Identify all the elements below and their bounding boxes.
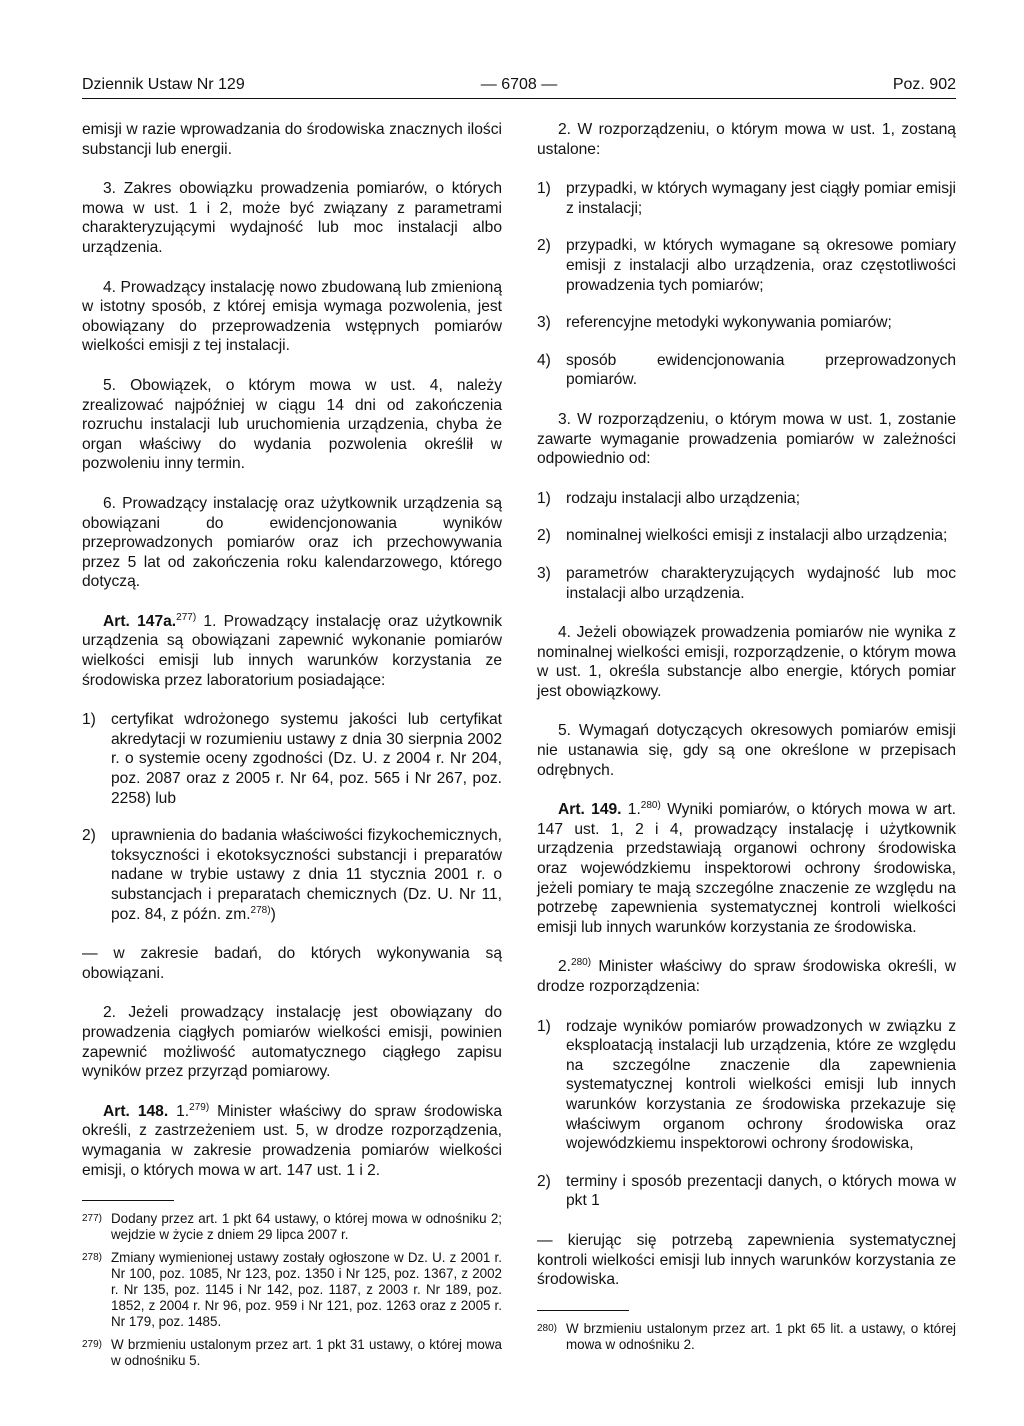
right-column — [537, 120, 956, 1359]
item-text: przypadki, w których wymagane są okresowe pomiary emisji z instalacji albo urządzenia, oraz częstotliwości prowadzenia tych pomiarów; — [566, 237, 956, 294]
footnote-number: 280) — [537, 1322, 558, 1334]
footnote-ref: 278) — [250, 904, 271, 916]
article-148 — [82, 1102, 502, 1180]
article-num: 1. — [168, 1102, 190, 1120]
footnote-ref: 277) — [176, 611, 197, 623]
item-text-after: ) — [270, 905, 276, 923]
item-text: terminy i sposób prezentacji danych, o których mowa w pkt 1 — [566, 1172, 956, 1210]
article-147a-paragraph-2: 2. Jeżeli prowadzący instalację jest obowiązany do prowadzenia ciągłych pomiarów wielkości emisji, powinien zapewnić możliwość automatycznego ciągłego zapisu wyników przez przyrząd pomiarowy. — [82, 1004, 502, 1081]
article-label: Art. 148. — [103, 1102, 169, 1120]
footnote-text: Dodany przez art. 1 pkt 64 ustawy, o której mowa w odnośniku 2; wejdzie w życie z dniem 29 lipca 2007 r. — [111, 1211, 502, 1243]
item-number: 2) — [537, 237, 551, 255]
paragraph-4: 4. Jeżeli obowiązek prowadzenia pomiarów nie wynika z nominalnej wielkości emisji, rozporządzenie, o którym mowa w ust. 1, określa substancje albo energie, których pomiar jest obowiązkowy. — [537, 624, 956, 700]
article-147a-closing: — w zakresie badań, do których wykonywania są obowiązani. — [82, 945, 502, 982]
item-text: parametrów charakteryzujących wydajność lub moc instalacji albo urządzenia. — [566, 564, 956, 602]
page-header — [82, 76, 956, 99]
footnote — [537, 1321, 956, 1353]
list-item — [537, 489, 956, 509]
paragraph-continuation: emisji w razie wprowadzania do środowiska znacznych ilości substancji lub energii. — [82, 121, 502, 158]
article-text: 1. Prowadzący instalację oraz użytkownik urządzenia są obowiązani zapewnić wykonanie pomiarów wielkości emisji lub innych warunków korzystania ze środowiska przez laboratorium posiadające: — [82, 612, 502, 689]
paragraph-3: 3. W rozporządzeniu, o którym mowa w ust. 1, zostanie zawarte wymaganie prowadzenia pomiarów w zależności odpowiednio od: — [537, 410, 956, 468]
paragraph-num: 2. — [558, 958, 572, 976]
article-text: Minister właściwy do spraw środowiska określi, z zastrzeżeniem ust. 5, w drodze rozporządzenia, wymagania w zakresie prowadzenia pomiarów wielkości emisji, o których mowa w art. 147 ust. 1 i 2. — [82, 1102, 502, 1179]
footnote-text: Zmiany wymienionej ustawy zostały ogłoszone w Dz. U. z 2001 r. Nr 100, poz. 1085, Nr 123, poz. 1350 i Nr 125, poz. 1367, z 2002 r. Nr 135, poz. 1145 i Nr 142, poz. 1187, z 2003 r. Nr 189, poz. 1852, z 2004 r. Nr 96, poz. 959 i Nr 121, poz. 1263 oraz z 2005 r. Nr 179, poz. 1485. — [111, 1249, 502, 1330]
item-text: rodzaju instalacji albo urządzenia; — [566, 489, 801, 507]
footnote — [82, 1337, 502, 1369]
paragraph-3: 3. Zakres obowiązku prowadzenia pomiarów, o których mowa w ust. 1 i 2, może być związany z parametrami charakteryzującymi wydajność lub moc instalacji albo urządzenia. — [82, 180, 502, 256]
item-number: 2) — [537, 527, 551, 545]
list-item — [537, 313, 956, 333]
item-text: referencyjne metodyki wykonywania pomiarów; — [566, 314, 892, 332]
item-number: 1) — [82, 711, 96, 729]
list-item — [537, 526, 956, 546]
item-text: certyfikat wdrożonego systemu jakości lub certyfikat akredytacji w rozumieniu ustawy z dnia 30 sierpnia 2002 r. o systemie oceny zgodności (Dz. U. z 2004 r. Nr 204, poz. 2087 oraz z 2005 r. Nr 64, poz. 565 i Nr 267, poz. 2258) lub — [111, 711, 502, 807]
article-num: 1. — [621, 801, 641, 819]
footnote-ref: 280) — [640, 800, 661, 812]
item-number: 4) — [537, 351, 551, 369]
paragraph-5: 5. Obowiązek, o którym mowa w ust. 4, należy zrealizować najpóźniej w ciągu 14 dni od zakończenia rozruchu instalacji lub uruchomienia urządzenia, chyba że organ właściwy do wydania pozwolenia określił w pozwoleniu inny termin. — [82, 376, 502, 473]
list-item — [537, 236, 956, 295]
footnote-number: 277) — [82, 1213, 103, 1225]
list-item — [537, 1172, 956, 1211]
article-149-closing: — kierując się potrzebą zapewnienia systematycznej kontroli wielkości emisji lub innych warunków korzystania ze środowiska. — [537, 1231, 956, 1289]
page-number: — 6708 — — [480, 76, 558, 93]
footnote-ref: 280) — [571, 957, 592, 969]
footnote — [82, 1250, 502, 1331]
paragraph-2: 2. W rozporządzeniu, o którym mowa w ust. 1, zostaną ustalone: — [537, 121, 956, 158]
footnote — [82, 1211, 502, 1243]
paragraph-5: 5. Wymagań dotyczących okresowych pomiarów emisji nie ustanawia się, gdy są one określone w przepisach odrębnych. — [537, 722, 956, 779]
paragraph-6: 6. Prowadzący instalację oraz użytkownik urządzenia są obowiązani do ewidencjonowania wyników przeprowadzonych pomiarów oraz ich przechowywania przez 5 lat od zakończenia roku kalendarzowego, którego dotyczą. — [82, 494, 502, 591]
article-147a — [82, 612, 502, 690]
footnote-text: W brzmieniu ustalonym przez art. 1 pkt 65 lit. a ustawy, o której mowa w odnośniku 2. — [566, 1320, 956, 1352]
item-number: 1) — [537, 180, 551, 198]
footnote-ref: 279) — [189, 1101, 210, 1113]
footnote-text: W brzmieniu ustalonym przez art. 1 pkt 31 ustawy, o której mowa w odnośniku 5. — [111, 1336, 502, 1368]
footnote-number: 278) — [82, 1251, 103, 1263]
journal-title: Dziennik Ustaw Nr 129 — [82, 76, 245, 93]
article-149-paragraph-2 — [537, 957, 956, 996]
item-text: uprawnienia do badania właściwości fizykochemicznych, toksyczności i ekotoksyczności substancji i preparatów nadane w trybie ustawy z dnia 11 stycznia 2001 r. o substancjach i preparatach chemicznych (Dz. U. Nr 11, poz. 84, z późn. zm. — [111, 827, 502, 923]
article-label: Art. 149. — [558, 801, 622, 819]
article-147a-list — [82, 710, 502, 924]
article-label: Art. 147a. — [103, 612, 177, 630]
item-text: rodzaje wyników pomiarów prowadzonych w związku z eksploatacją instalacji lub urządzenia, które ze względu na szczególne znaczenie dla zapewnienia systematycznej kontroli wielkości emisji lub innych warunków korzystania ze środowiska przekazuje się właściwym organom ochrony środowiska oraz wojewódzkiemu inspektorowi ochrony środowiska, — [566, 1017, 956, 1153]
footnote-divider — [537, 1310, 629, 1311]
paragraph-text: Minister właściwy do spraw środowiska określi, w drodze rozporządzenia: — [537, 958, 956, 995]
position-number: Poz. 902 — [892, 76, 956, 93]
footnotes — [82, 1211, 502, 1369]
item-number: 1) — [537, 1017, 551, 1035]
article-149-list — [537, 1017, 956, 1211]
paragraph-4: 4. Prowadzący instalację nowo zbudowaną lub zmienioną w istotny sposób, z której emisja wymaga pozwolenia, jest obowiązany do przeprowadzenia wstępnych pomiarów wielkości emisji z tej instalacji. — [82, 278, 502, 355]
article-149 — [537, 800, 956, 937]
item-text: sposób ewidencjonowania przeprowadzonych pomiarów. — [566, 351, 956, 389]
list-item — [82, 826, 502, 924]
item-number: 3) — [537, 564, 551, 582]
list-item — [537, 1017, 956, 1154]
footnote-divider — [82, 1200, 174, 1201]
item-text: nominalnej wielkości emisji z instalacji albo urządzenia; — [566, 527, 948, 545]
list-3 — [537, 489, 956, 603]
list-item — [82, 710, 502, 808]
item-number: 3) — [537, 314, 551, 332]
list-item — [537, 351, 956, 390]
footnote-number: 279) — [82, 1338, 103, 1350]
left-column — [82, 120, 502, 1375]
item-number: 2) — [82, 827, 96, 845]
item-number: 2) — [537, 1172, 551, 1190]
list-2 — [537, 179, 956, 390]
item-text: przypadki, w których wymagany jest ciągły pomiar emisji z instalacji; — [566, 180, 956, 217]
list-item — [537, 564, 956, 603]
list-item — [537, 179, 956, 218]
footnotes — [537, 1321, 956, 1353]
article-text: Wyniki pomiarów, o których mowa w art. 147 ust. 1, 2 i 4, prowadzący instalację i użytkownik urządzenia przedstawiają organowi ochrony środowiska oraz wojewódzkiemu inspektorowi ochrony środowiska, jeżeli pomiary te mają szczególne znaczenie ze względu na potrzebę zapewnienia systematycznej kontroli wielkości emisji lub innych warunków korzystania ze środowiska. — [537, 801, 956, 936]
item-number: 1) — [537, 489, 551, 507]
